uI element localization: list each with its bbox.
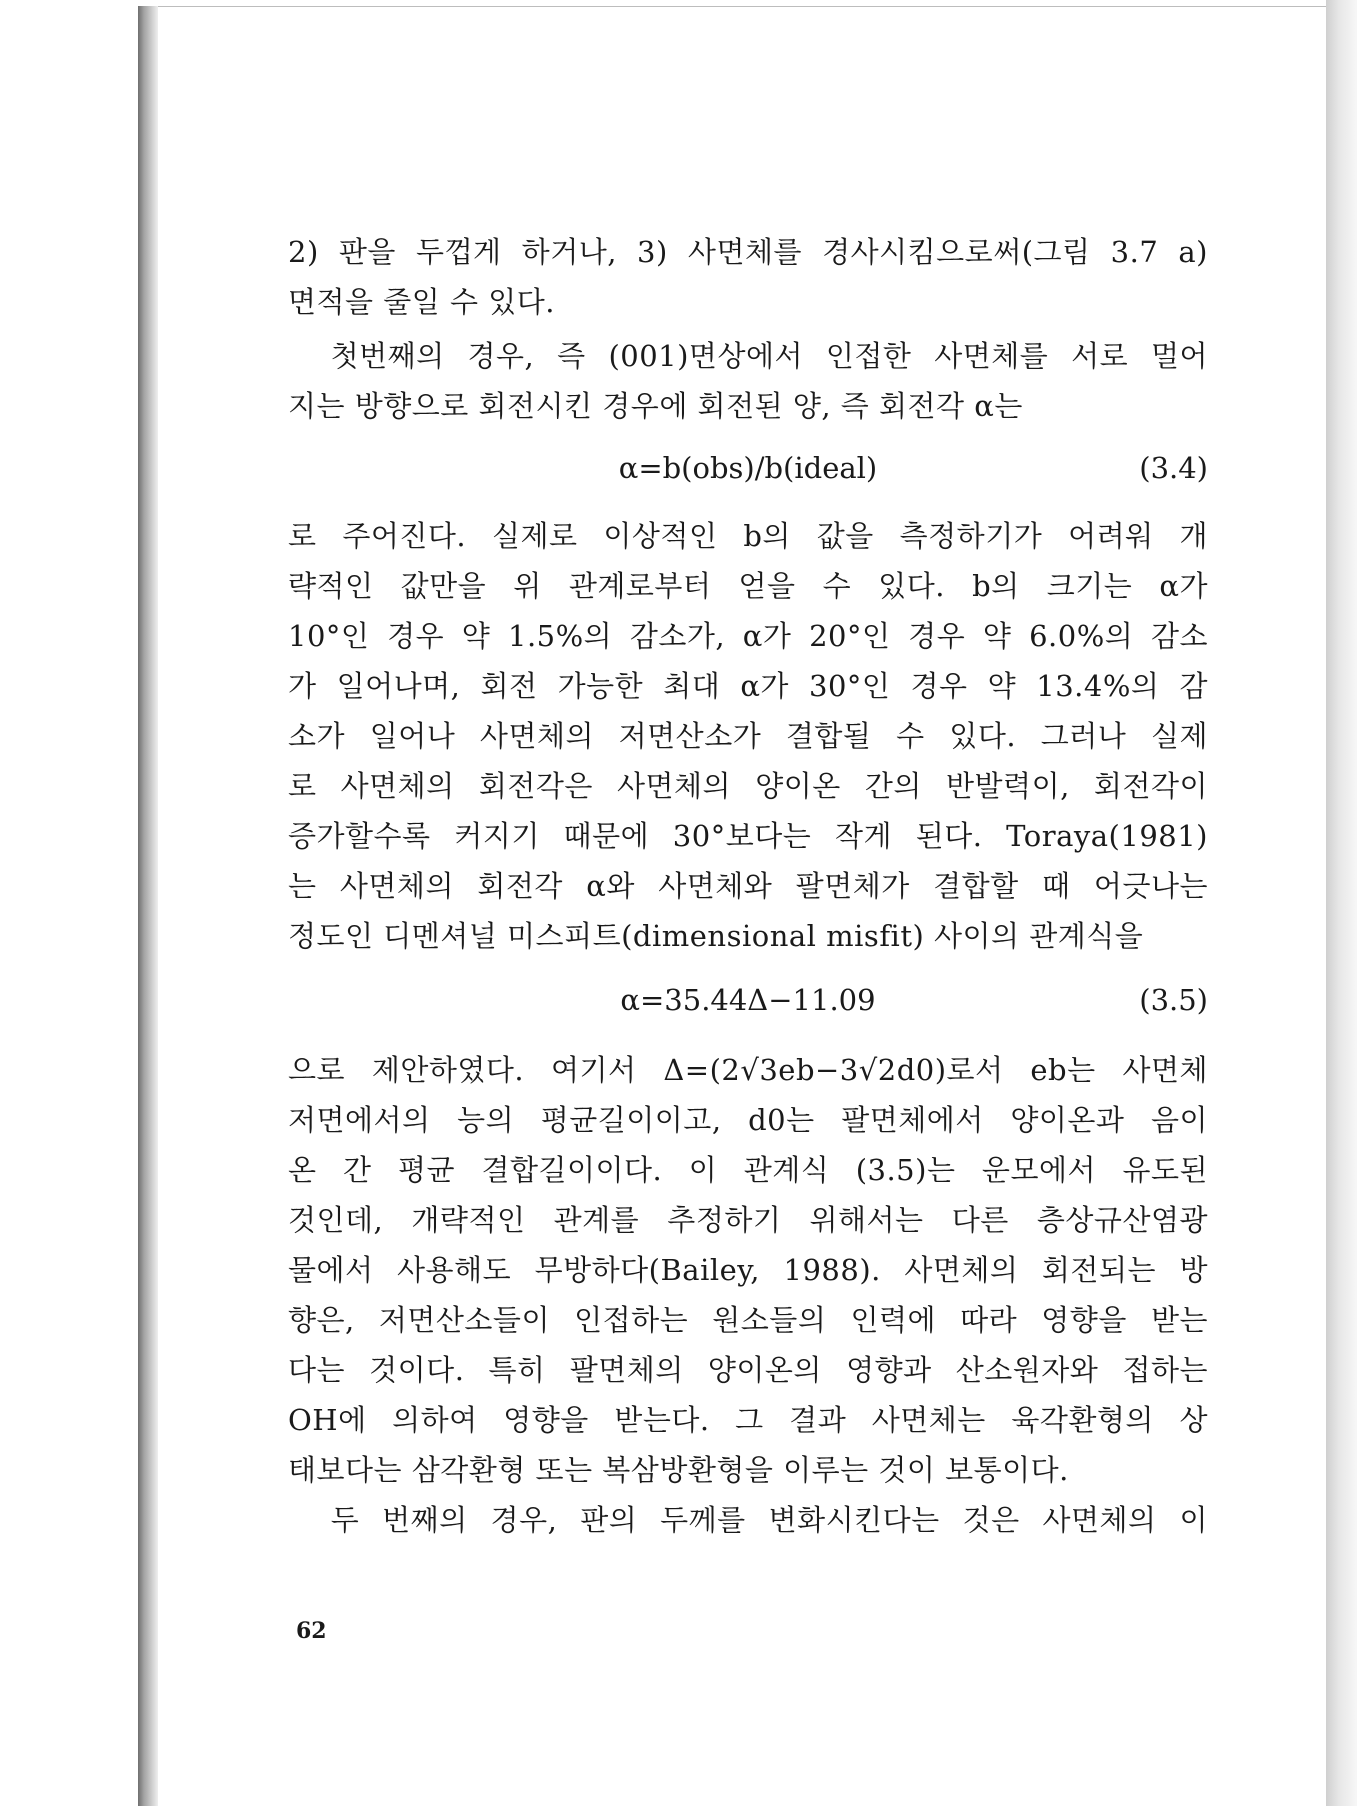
equation-expression: α=35.44Δ−11.09 [620,983,876,1017]
page-edge-shadow [1326,0,1357,1806]
text-line: 태보다는 삼각환형 또는 복삼방환형을 이루는 것이 보통이다. [288,1453,1069,1487]
text-line: 지는 방향으로 회전시킨 경우에 회전된 양, 즉 회전각 α는 [288,389,1023,423]
text-line: 10°인 경우 약 1.5%의 감소가, α가 20°인 경우 약 6.0%의 감소 [288,619,1208,653]
equation-3-4 [288,448,1208,488]
text-line: 저면에서의 능의 평균길이이고, d0는 팔면체에서 양이온과 음이 [288,1103,1208,1137]
text-line: 소가 일어나 사면체의 저면산소가 결합될 수 있다. 그러나 실제 [288,719,1208,753]
text-line: 는 사면체의 회전각 α와 사면체와 팔면체가 결합할 때 어긋나는 [288,869,1208,903]
equation-3-5 [288,980,1208,1020]
text-line: OH에 의하여 영향을 받는다. 그 결과 사면체는 육각환형의 상 [288,1403,1208,1437]
text-line: 다는 것이다. 특히 팔면체의 양이온의 영향과 산소원자와 접하는 [288,1353,1208,1387]
equation-number: (3.5) [1139,983,1208,1017]
text-line: 정도인 디멘셔널 미스피트(dimensional misfit) 사이의 관계식을 [288,919,1144,953]
page-number: 62 [296,1618,327,1644]
text-line: 온 간 평균 결합길이이다. 이 관계식 (3.5)는 운모에서 유도된 [288,1153,1208,1187]
text-line: 것인데, 개략적인 관계를 추정하기 위해서는 다른 층상규산염광 [288,1203,1208,1237]
text-line: 2) 판을 두껍게 하거나, 3) 사면체를 경사시킴으로써(그림 3.7 a) [288,235,1208,269]
text-line: 로 주어진다. 실제로 이상적인 b의 값을 측정하기가 어려워 개 [288,519,1208,553]
book-spine [138,6,158,1806]
text-line: 첫번째의 경우, 즉 (001)면상에서 인접한 사면체를 서로 멀어 [288,339,1208,373]
equation-expression: α=b(obs)/b(ideal) [618,451,878,485]
text-line: 물에서 사용해도 무방하다(Bailey, 1988). 사면체의 회전되는 방 [288,1253,1208,1287]
text-line: 향은, 저면산소들이 인접하는 원소들의 인력에 따라 영향을 받는 [288,1303,1208,1337]
text-line: 략적인 값만을 위 관계로부터 얻을 수 있다. b의 크기는 α가 [288,569,1208,603]
text-line: 두 번째의 경우, 판의 두께를 변화시킨다는 것은 사면체의 이 [288,1503,1208,1537]
text-line: 면적을 줄일 수 있다. [288,285,555,319]
text-line: 증가할수록 커지기 때문에 30°보다는 작게 된다. Toraya(1981) [288,819,1208,853]
text-line: 로 사면체의 회전각은 사면체의 양이온 간의 반발력이, 회전각이 [288,769,1208,803]
equation-number: (3.4) [1139,451,1208,485]
text-line: 으로 제안하였다. 여기서 Δ=(2√3eb−3√2d0)로서 eb는 사면체 [288,1053,1208,1087]
text-line: 가 일어나며, 회전 가능한 최대 α가 30°인 경우 약 13.4%의 감 [288,669,1208,703]
